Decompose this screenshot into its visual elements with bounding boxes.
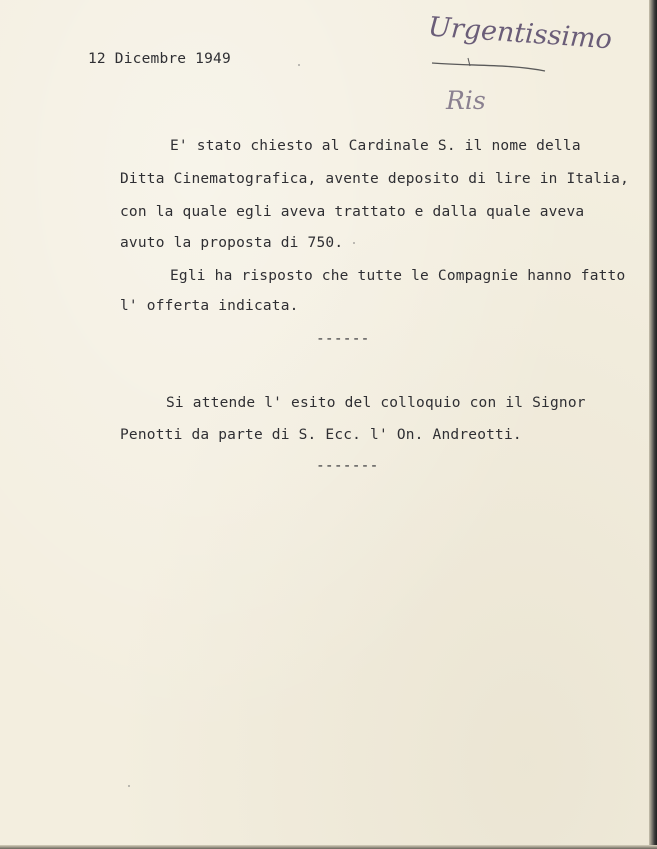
paragraph-line-1: E' stato chiesto al Cardinale S. il nome della xyxy=(170,138,581,154)
section-line-2: Penotti da parte di S. Ecc. l' On. Andreotti. xyxy=(120,427,522,443)
paragraph-line-4: avuto la proposta di 750. xyxy=(120,235,344,251)
paper-speck xyxy=(298,64,300,66)
paragraph-line-3: con la quale egli aveva trattato e dalla quale aveva xyxy=(120,204,585,220)
paper-speck xyxy=(128,785,130,787)
handwritten-annotation: Urgentissimo xyxy=(427,11,613,56)
paper-speck xyxy=(353,242,355,244)
paragraph-line-5: Egli ha risposto che tutte le Compagnie hanno fatto xyxy=(170,268,626,284)
page-edge-shadow xyxy=(649,0,657,849)
document-date: 12 Dicembre 1949 xyxy=(88,51,231,67)
section-line-1: Si attende l' esito del colloquio con il Signor xyxy=(166,395,586,411)
separator-dashes-end: ------- xyxy=(316,458,379,474)
paragraph-line-6: l' offerta indicata. xyxy=(120,298,299,314)
paragraph-line-2: Ditta Cinematografica, avente deposito di lire in Italia, xyxy=(120,171,629,187)
handwritten-mark: Ris xyxy=(446,86,486,115)
page-bottom-edge xyxy=(0,845,657,849)
separator-dashes: ------ xyxy=(316,331,370,347)
